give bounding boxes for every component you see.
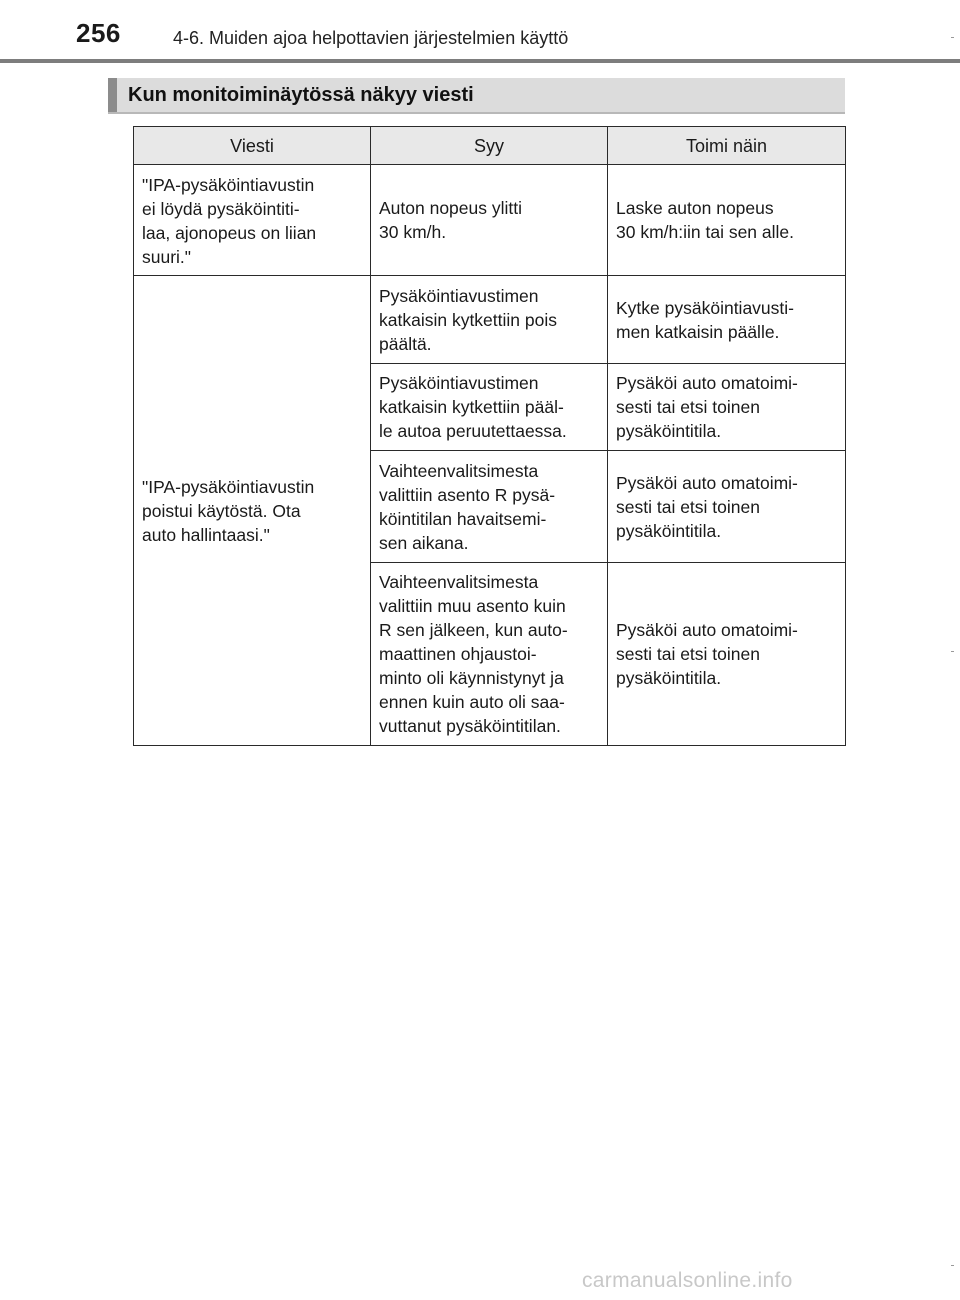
section-heading-bar [108, 78, 845, 114]
watermark: carmanualsonline.info [582, 1269, 793, 1292]
cause-text: Vaihteenvalitsimesta valittiin asento R pysä- köintitilan havaitsemi- sen aikana. [379, 460, 556, 553]
page-number: 256 [76, 18, 121, 48]
table-header-row [134, 127, 846, 165]
action-text: Laske auton nopeus 30 km/h:iin tai sen alle. [616, 198, 795, 242]
cause-text: Auton nopeus ylitti 30 km/h. [379, 198, 523, 242]
cause-cell [371, 563, 608, 746]
action-cell [608, 563, 846, 746]
action-text: Kytke pysäköintiavusti- men katkaisin päälle. [616, 297, 794, 342]
cause-cell [371, 364, 608, 451]
action-text: Pysäköi auto omatoimi- sesti tai etsi toinen pysäköintitila. [616, 472, 798, 541]
action-cell [608, 364, 846, 451]
cause-cell [371, 451, 608, 563]
table-row [134, 165, 846, 276]
message-cell [134, 165, 371, 276]
running-head: 4-6. Muiden ajoa helpottavien järjestelmien käyttö [173, 28, 569, 48]
message-cell [134, 276, 371, 746]
action-cell [608, 165, 846, 276]
crop-mark [951, 1265, 954, 1266]
header-message: Viesti [134, 127, 371, 165]
cause-cell [371, 276, 608, 364]
header-action: Toimi näin [608, 127, 846, 165]
action-text: Pysäköi auto omatoimi- sesti tai etsi toinen pysäköintitila. [616, 620, 798, 688]
header-rule [0, 59, 960, 63]
message-text: "IPA-pysäköintiavustin ei löydä pysäköintiti- laa, ajonopeus on liian suuri." [142, 175, 317, 267]
crop-mark [951, 651, 954, 652]
message-table [133, 126, 846, 746]
crop-mark [951, 37, 954, 38]
table-row [134, 276, 846, 364]
section-accent [108, 78, 117, 112]
action-cell [608, 451, 846, 563]
cause-text: Pysäköintiavustimen katkaisin kytkettiin pois päältä. [379, 285, 557, 354]
header-cause: Syy [371, 127, 608, 165]
cause-text: Vaihteenvalitsimesta valittiin muu asento kuin R sen jälkeen, kun auto- maattinen ohjaustoi- minto oli käynnistynyt ja ennen kuin auto oli saa- vuttanut pysäköintitilan. [379, 572, 568, 736]
section-title: Kun monitoiminäytössä näkyy viesti [128, 84, 474, 106]
cause-text: Pysäköintiavustimen katkaisin kytkettiin pääl- le autoa peruutettaessa. [379, 373, 567, 441]
cause-cell [371, 165, 608, 276]
action-text: Pysäköi auto omatoimi- sesti tai etsi toinen pysäköintitila. [616, 373, 798, 441]
message-text: "IPA-pysäköintiavustin poistui käytöstä. Ota auto hallintaasi." [142, 476, 315, 545]
action-cell [608, 276, 846, 364]
